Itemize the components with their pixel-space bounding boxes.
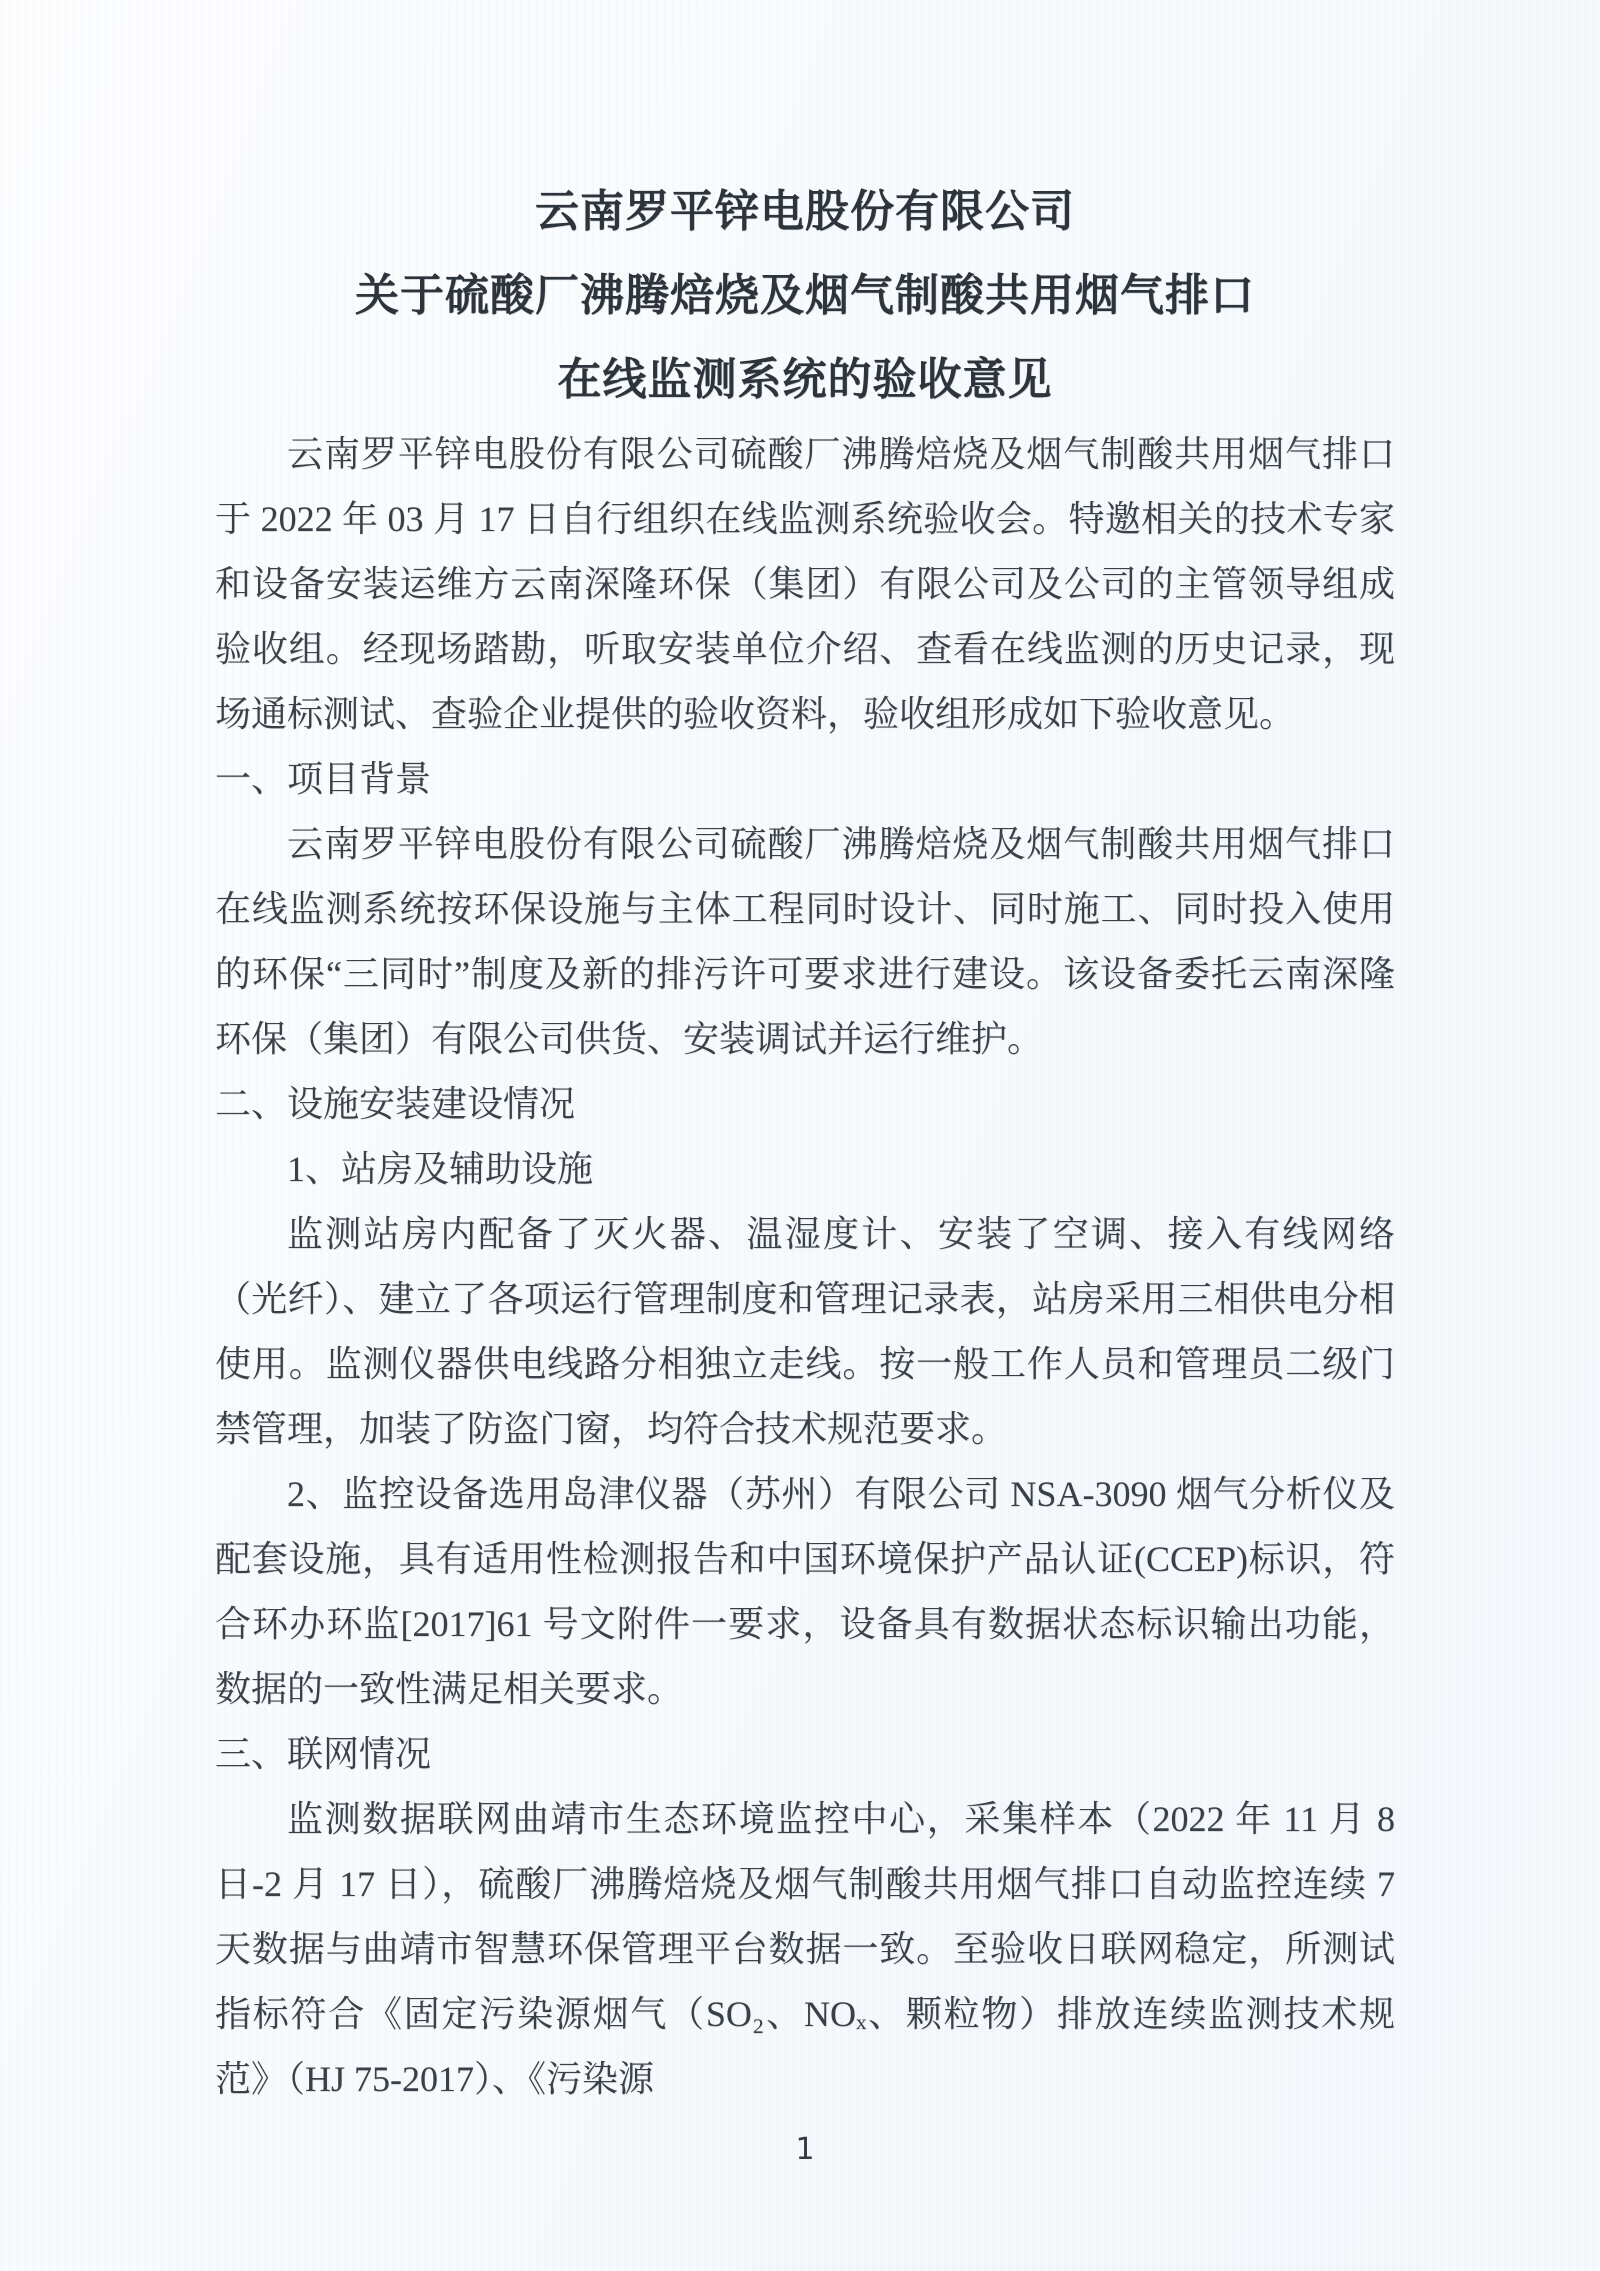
intro-paragraph: 云南罗平锌电股份有限公司硫酸厂沸腾焙烧及烟气制酸共用烟气排口于 2022 年 03 月 17 日自行组织在线监测系统验收会。特邀相关的技术专家和设备安装运维方云南深隆环保（集团）有限公司及公司的主管领导组成验收组。经现场踏勘，听取安装单位介绍、查看在线监测的历史记录，现场通标测试、查验企业提供的验收资料，验收组形成如下验收意见。 [215,434,1395,734]
document-body [215,422,1395,2112]
section-1-paragraph: 云南罗平锌电股份有限公司硫酸厂沸腾焙烧及烟气制酸共用烟气排口在线监测系统按环保设施与主体工程同时设计、同时施工、同时投入使用的环保“三同时”制度及新的排污许可要求进行建设。该设备委托云南深隆环保（集团）有限公司供货、安装调试并运行维护。 [215,824,1395,1059]
section-2-item-2-paragraph: 2、监控设备选用岛津仪器（苏州）有限公司 NSA-3090 烟气分析仪及配套设施，具有适用性检测报告和中国环境保护产品认证(CCEP)标识，符合环办环监[2017]61 号文附件一要求，设备具有数据状态标识输出功能，数据的一致性满足相关要求。 [215,1474,1395,1709]
title-line-subject: 关于硫酸厂沸腾焙烧及烟气制酸共用烟气排口 [355,271,1255,320]
section-1-heading: 一、项目背景 [215,759,432,799]
section-2-heading: 二、设施安装建设情况 [215,1084,576,1124]
document-title [215,170,1395,422]
section-3-paragraph: 监测数据联网曲靖市生态环境监控中心，采集样本（2022 年 11 月 8 日-2 月 17 日），硫酸厂沸腾焙烧及烟气制酸共用烟气排口自动监控连续 7 天数据与曲靖市智慧环保管理平台数据一致。至验收日联网稳定，所测试指标符合《固定污染源烟气（SO₂、NOₓ、颗粒物）排放连续监测技术规范》（HJ 75-2017）、《污染源 [215,1799,1395,2099]
section-3-heading: 三、联网情况 [215,1734,432,1774]
document-content [215,170,1395,2170]
title-line-company: 云南罗平锌电股份有限公司 [535,187,1075,236]
section-2-item-1-paragraph: 监测站房内配备了灭火器、温湿度计、安装了空调、接入有线网络（光纤）、建立了各项运行管理制度和管理记录表，站房采用三相供电分相使用。监测仪器供电线路分相独立走线。按一般工作人员和管理员二级门禁管理，加装了防盗门窗，均符合技术规范要求。 [215,1214,1395,1449]
title-line-opinion: 在线监测系统的验收意见 [557,355,1053,404]
section-2-item-1-title: 1、站房及辅助设施 [287,1149,594,1189]
page-number: 1 [795,2132,815,2167]
